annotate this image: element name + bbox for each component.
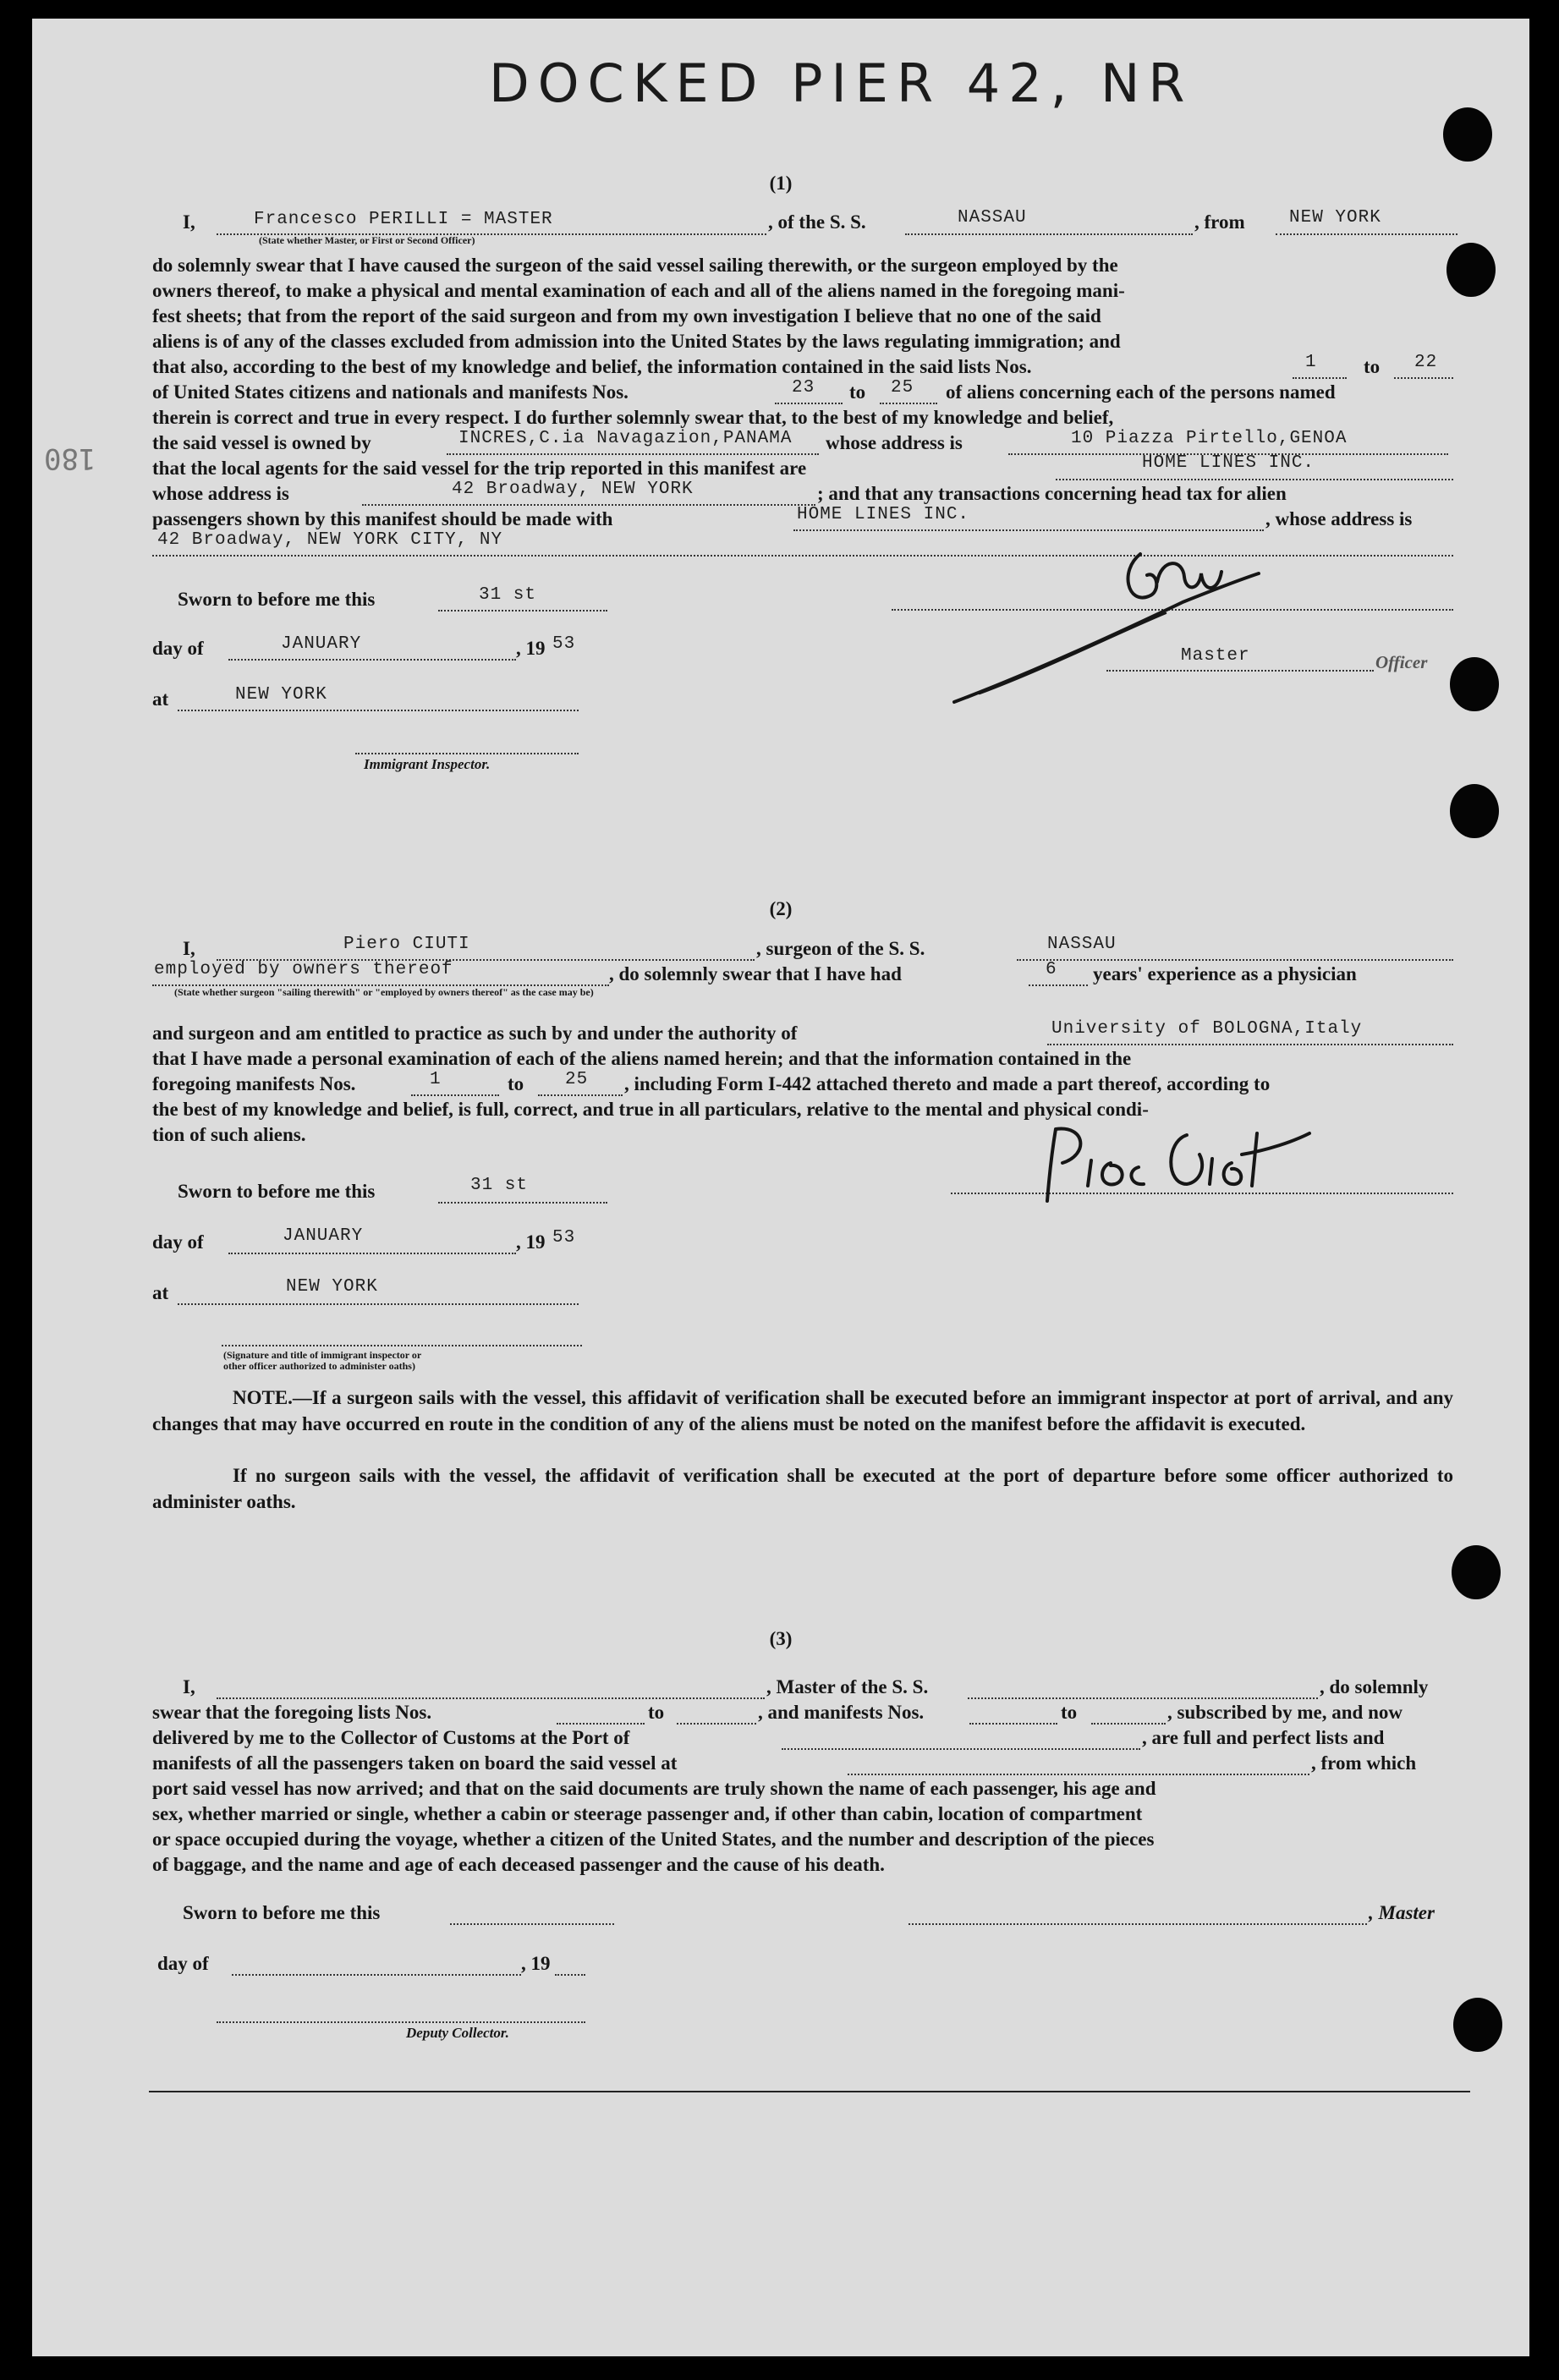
s1-place: NEW YORK (235, 685, 327, 705)
s3-sworn: Sworn to before me this (183, 1902, 381, 1923)
s3-line-3b: , are full and perfect lists and (1142, 1727, 1385, 1748)
s3-master-label: , Master (1369, 1902, 1435, 1923)
s1-man-from: 23 (792, 378, 815, 398)
s3-master-name-line (217, 1697, 765, 1699)
s3-to: to (648, 1702, 665, 1723)
s3-lists-to-line (677, 1723, 756, 1725)
s3-line-7: or space occupied during the voyage, whether a citizen of the United States, and the number and description of the pieces (152, 1829, 1155, 1850)
s2-day-of: day of (152, 1231, 204, 1253)
s1-officer-word: Officer (1375, 652, 1428, 672)
s2-vessel-line (1017, 959, 1453, 961)
section-1-number: (1) (769, 173, 793, 194)
s1-inspector-line (355, 753, 579, 754)
s3-line-4b: , from which (1311, 1752, 1417, 1774)
s2-authority: University of BOLOGNA,Italy (1051, 1019, 1363, 1039)
s3-man-to-line (1091, 1723, 1166, 1725)
s1-agent-line (1056, 479, 1453, 480)
s1-vessel: NASSAU (958, 208, 1027, 228)
s1-master-title: Master (1181, 646, 1250, 666)
punch-hole (1446, 243, 1496, 297)
s3-to-2: to (1061, 1702, 1078, 1723)
s2-line-2c: years' experience as a physician (1093, 963, 1357, 984)
s3-master-of: , Master of the S. S. (766, 1676, 929, 1697)
handwritten-docked-note: DOCKED PIER 42, NR (489, 52, 1194, 114)
s2-place-line (178, 1303, 579, 1305)
s3-solemnly: , do solemnly (1320, 1676, 1429, 1697)
bottom-rule (149, 2091, 1470, 2092)
s1-line-8b: whose address is (826, 432, 963, 453)
s1-at: at (152, 688, 169, 710)
s1-inspector-label: Immigrant Inspector. (364, 756, 491, 772)
s2-man-to: 25 (565, 1070, 589, 1089)
s1-tax-agent-line (793, 529, 1264, 531)
punch-hole (1443, 107, 1492, 162)
s1-sworn: Sworn to before me this (178, 589, 376, 610)
s1-master-name: Francesco PERILLI = MASTER (254, 210, 553, 229)
s1-body-line-2: owners thereof, to make a physical and mental examination of each and all of the aliens named in the foregoing mani- (152, 280, 1125, 301)
punch-hole (1453, 1998, 1502, 2052)
s1-vessel-line (905, 233, 1193, 235)
s2-years-line (1029, 984, 1088, 986)
s3-line-6: sex, whether married or single, whether a cabin or steerage passenger and, if other than cabin, location of compartment (152, 1803, 1143, 1824)
s1-owner: INCRES,C.ia Navagazion,PANAMA (458, 429, 793, 448)
s1-line-10b: ; and that any transactions concerning head tax for alien (817, 483, 1287, 504)
s1-day-of: day of (152, 638, 204, 659)
s1-lists-from-line (1293, 377, 1347, 379)
s1-man-to: 25 (891, 378, 914, 398)
s1-man-to-line (880, 403, 937, 404)
s2-line-2b: , do solemnly swear that I have had (609, 963, 902, 984)
s3-line-5: port said vessel has now arrived; and that on the said documents are truly shown the name of each passenger, his age and (152, 1778, 1156, 1799)
s1-sworn-day: 31 st (479, 585, 537, 605)
margin-mark: 180 (44, 441, 96, 475)
s2-sworn-day: 31 st (470, 1176, 529, 1195)
s3-year-line (555, 1974, 585, 1976)
s1-line-8a: the said vessel is owned by (152, 432, 371, 453)
s2-inspector-line (222, 1345, 582, 1346)
s2-sig-note-1: (Signature and title of immigrant inspector or (223, 1349, 422, 1361)
s2-line-6: the best of my knowledge and belief, is full, correct, and true in all particulars, relative to the mental and physical condi- (152, 1099, 1149, 1120)
s1-line-11b: , whose address is (1265, 508, 1413, 529)
s3-day-of: day of (157, 1953, 209, 1974)
s3-deputy-line (217, 2021, 585, 2023)
s1-agent-address-line (362, 504, 815, 506)
s2-line-5b: , including Form I-442 attached thereto and made a part thereof, according to (624, 1073, 1271, 1094)
s3-deputy-label: Deputy Collector. (406, 2025, 509, 2041)
s2-years: 6 (1046, 960, 1057, 979)
s2-line-5a: foregoing manifests Nos. (152, 1073, 356, 1094)
s2-note-paragraph-2: If no surgeon sails with the vessel, the affidavit of verification shall be executed at the port of departure before some officer authorized to administer oaths. (152, 1465, 1453, 1512)
s2-man-to-line (538, 1094, 623, 1096)
s3-i: I, (183, 1676, 195, 1697)
s1-tax-address: 42 Broadway, NEW YORK CITY, NY (157, 530, 503, 550)
s1-year-suffix: 53 (552, 634, 576, 654)
s1-to-2: to (849, 381, 866, 403)
s2-man-from-line (411, 1094, 499, 1096)
s2-sworn: Sworn to before me this (178, 1181, 376, 1202)
s3-month-line (232, 1974, 521, 1976)
s1-lists-to-line (1394, 377, 1453, 379)
s3-sworn-line (450, 1923, 614, 1925)
s2-sworn-line (438, 1202, 607, 1204)
s1-from-port: NEW YORK (1289, 208, 1381, 228)
s2-year-suffix: 53 (552, 1228, 576, 1248)
s2-line-4: that I have made a personal examination of each of the aliens named herein; and that the information contained in the (152, 1048, 1132, 1069)
s1-lists-to: 22 (1414, 353, 1438, 372)
section-3-number: (3) (769, 1628, 793, 1649)
s2-month-line (228, 1253, 516, 1254)
s1-from-label: , from (1194, 211, 1245, 233)
s1-owner-line (447, 453, 819, 455)
s3-line-2c: , subscribed by me, and now (1167, 1702, 1403, 1723)
s1-line-9a: that the local agents for the said vessel for the trip reported in this manifest are (152, 458, 807, 479)
s1-agent-address: 42 Broadway, NEW YORK (452, 480, 694, 499)
s2-line-7: tion of such aliens. (152, 1124, 306, 1145)
s1-year-prefix: , 19 (516, 638, 546, 659)
master-signature (946, 533, 1284, 719)
s2-surgeon-of: , surgeon of the S. S. (756, 938, 925, 959)
s3-master-signature-line (909, 1923, 1367, 1925)
s2-year-prefix: , 19 (516, 1231, 546, 1253)
s2-line-3a: and surgeon and am entitled to practice as such by and under the authority of (152, 1023, 798, 1044)
s3-line-3a: delivered by me to the Collector of Customs at the Port of (152, 1727, 630, 1748)
s3-line-2b: , and manifests Nos. (758, 1702, 925, 1723)
s2-note-paragraph-1: NOTE.—If a surgeon sails with the vessel, this affidavit of verification shall be executed before an immigrant inspector at port of arrival, and any changes that may have occurred en route in the condition of any of the aliens must be noted on the manifest before the affidavit is executed. (152, 1387, 1453, 1434)
s3-man-from-line (969, 1723, 1057, 1725)
s2-surgeon-name: Piero CIUTI (343, 935, 470, 954)
s1-tax-agent: HOME LINES INC. (797, 505, 970, 524)
s1-body-line-1: do solemnly swear that I have caused the surgeon of the said vessel sailing therewith, or the surgeon employed by the (152, 255, 1118, 276)
s1-line-7: therein is correct and true in every respect. I do further solemnly swear that, to the best of my knowledge and belief, (152, 407, 1114, 428)
s3-port-line (782, 1748, 1140, 1750)
s1-sworn-line (438, 610, 607, 611)
s1-body-line-4: aliens is of any of the classes excluded from admission into the United States by the laws regulating immigration; and (152, 331, 1121, 352)
punch-hole (1452, 1545, 1501, 1599)
manifest-affidavit-page (32, 19, 1529, 2356)
s3-line-8: of baggage, and the name and age of each deceased passenger and the cause of his death. (152, 1854, 885, 1875)
s2-employment-note: (State whether surgeon "sailing therewith" or "employed by owners thereof" as the case may be) (174, 986, 594, 998)
s3-boarded-line (848, 1774, 1309, 1775)
s2-vessel: NASSAU (1047, 935, 1117, 954)
s1-line-6a: of United States citizens and nationals and manifests Nos. (152, 381, 629, 403)
s2-authority-line (1047, 1044, 1453, 1045)
s1-i: I, (183, 211, 195, 233)
s2-employment: employed by owners thereof (154, 960, 453, 979)
s3-vessel-line (968, 1697, 1318, 1699)
s1-line-11a: passengers shown by this manifest should be made with (152, 508, 613, 529)
s1-owner-address: 10 Piazza Pirtello,GENOA (1071, 429, 1348, 448)
s3-lists-from-line (557, 1723, 645, 1725)
s1-line-6b: of aliens concerning each of the persons named (946, 381, 1336, 403)
s2-month: JANUARY (283, 1226, 364, 1246)
punch-hole (1450, 657, 1499, 711)
s1-title-line (1106, 670, 1374, 672)
s1-to: to (1364, 356, 1381, 377)
s2-at: at (152, 1282, 169, 1303)
s1-line-10a: whose address is (152, 483, 289, 504)
s1-lists-from: 1 (1305, 353, 1317, 372)
s2-sig-note-2: other officer authorized to administer oaths) (223, 1360, 415, 1372)
s1-place-line (178, 710, 579, 711)
s1-month-line (228, 659, 516, 661)
s1-body-line-3: fest sheets; that from the report of the said surgeon and from my own investigation I believe that no one of the said (152, 305, 1101, 326)
s2-place: NEW YORK (286, 1277, 378, 1297)
s1-from-line (1276, 233, 1457, 235)
s1-line-5: that also, according to the best of my knowledge and belief, the information contained in the said lists Nos. (152, 356, 1032, 377)
punch-hole (1450, 784, 1499, 838)
s2-to: to (508, 1073, 524, 1094)
s1-of-ss: , of the S. S. (768, 211, 866, 233)
s3-line-2a: swear that the foregoing lists Nos. (152, 1702, 432, 1723)
s1-man-from-line (775, 403, 843, 404)
s2-man-from: 1 (430, 1070, 442, 1089)
s2-i: I, (183, 938, 195, 959)
s1-month: JANUARY (281, 634, 362, 654)
surgeon-signature (1039, 1116, 1318, 1209)
s3-line-4a: manifests of all the passengers taken on board the said vessel at (152, 1752, 678, 1774)
section-2-number: (2) (769, 898, 793, 919)
s1-rank-note: (State whether Master, or First or Second Officer) (259, 234, 475, 246)
s3-year-prefix: , 19 (521, 1953, 551, 1974)
s1-agent: HOME LINES INC. (1142, 453, 1315, 473)
